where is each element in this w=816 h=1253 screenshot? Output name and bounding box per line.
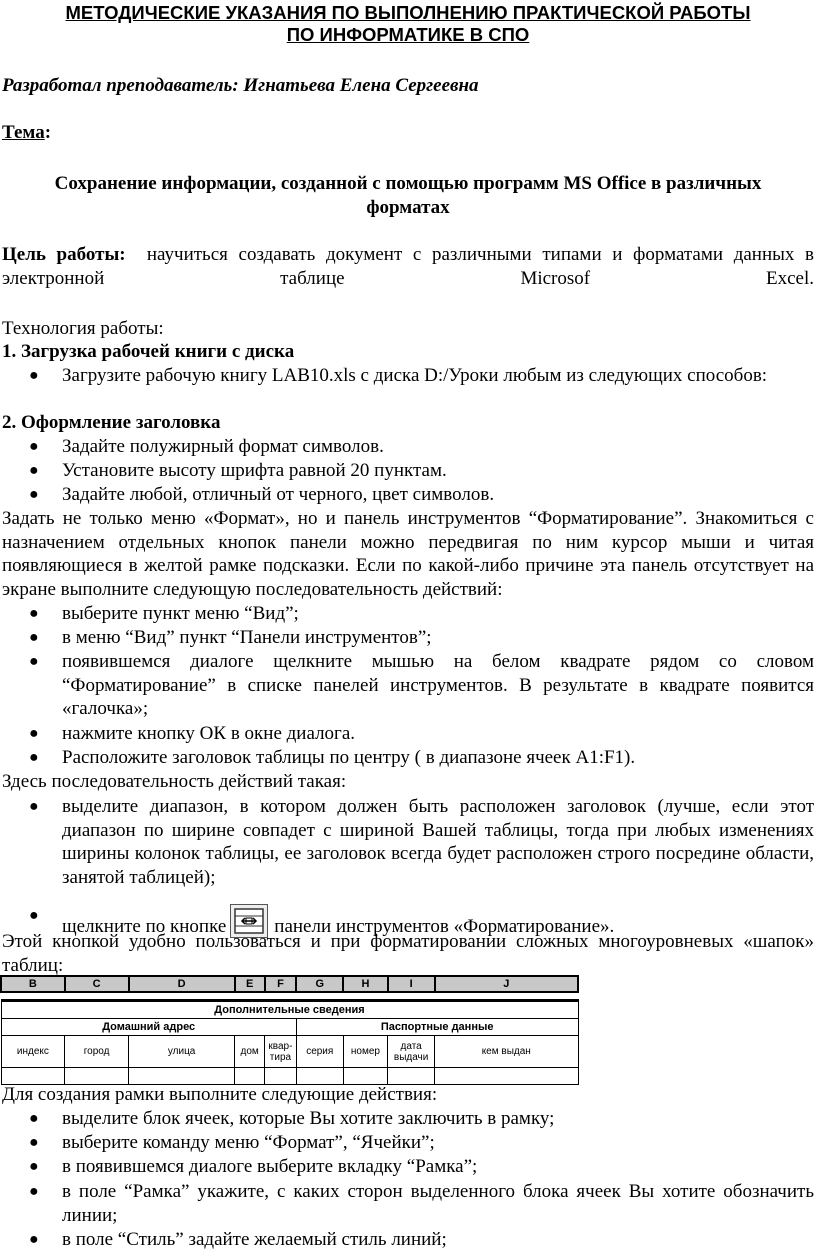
- list-item-text: Установите высоту шрифта равной 20 пунктам.: [62, 460, 447, 481]
- list-item-text: в меню “Вид” пункт “Панели инструментов”;: [62, 627, 432, 648]
- section1-heading: 1. Загрузка рабочей книги с диска: [2, 341, 295, 362]
- click-step-after: панели инструментов «Форматирование».: [274, 916, 615, 937]
- sub-cell: квар-тира: [265, 1036, 297, 1068]
- empty-cell: [296, 1068, 343, 1085]
- bullet-icon: ●: [29, 629, 39, 646]
- column-header: E: [235, 976, 265, 992]
- column-header-row: [1, 976, 578, 992]
- sub-cell: индекс: [1, 1036, 65, 1068]
- doc-title-line1: МЕТОДИЧЕСКИЕ УКАЗАНИЯ ПО ВЫПОЛНЕНИЮ ПРАКТИЧЕСКОЙ РАБОТЫ: [65, 2, 751, 23]
- bullet-icon: ●: [29, 462, 39, 479]
- goal-text: научиться создавать документ с различными типами и форматами данных в электронной таблице Microsof Excel.: [2, 244, 814, 289]
- paragraph-formatting: Задать не только меню «Формат», но и панель инструментов “Форматирование”. Знакомиться с назначением отдельных кнопок панели можно передвигая по ним курсор мыши и читая появляющиеся в желтой рамке подсказки. Если по какой-либо причине эта панель отсутствует на экране выполните следующую последовательность действий:: [2, 508, 814, 600]
- column-header: H: [343, 976, 388, 992]
- table-row: [1, 1036, 578, 1068]
- empty-cell: [235, 1068, 265, 1085]
- theme-heading: [2, 121, 816, 145]
- tech-label: Технология работы:: [2, 318, 164, 339]
- empty-cell: [343, 1068, 388, 1085]
- bullet-icon: ●: [29, 653, 39, 670]
- merged-header-cell: Дополнительные сведения: [1, 1001, 578, 1019]
- empty-cell: [435, 1068, 579, 1085]
- bullet-icon: ●: [29, 486, 39, 503]
- sub-cell: дата выдачи: [388, 1036, 435, 1068]
- sub-cell: дом: [235, 1036, 265, 1068]
- bullet-icon: ●: [29, 907, 39, 924]
- empty-cell: [265, 1068, 297, 1085]
- bullet-icon: ●: [29, 1158, 39, 1175]
- paragraph-headers: Этой кнопкой удобно пользоваться и при форматировании сложных многоуровневых «шапок» таблиц:: [2, 931, 814, 976]
- section2-heading: 2. Оформление заголовка: [2, 412, 221, 433]
- bullet-icon: ●: [29, 438, 39, 455]
- paragraph-border: Для создания рамки выполните следующие действия:: [2, 1084, 438, 1105]
- theme-text: Сохранение информации, созданной с помощью программ MS Office в различных форматах: [54, 173, 762, 218]
- goal-label: Цель работы:: [2, 244, 126, 265]
- bullet-icon: ●: [29, 1183, 39, 1200]
- list-item-text: Задайте полужирный формат символов.: [62, 436, 384, 457]
- empty-cell: [129, 1068, 235, 1085]
- sub-cell: номер: [343, 1036, 388, 1068]
- list-item-text: Загрузите рабочую книгу LAB10.xls с диска D:/Уроки любым из следующих способов:: [62, 365, 768, 386]
- list-item-text: появившемся диалоге щелкните мышью на белом квадрате рядом со словом “Форматирование” в списке панелей инструментов. В результате в квадрате появится «галочка»;: [62, 651, 814, 719]
- column-header: G: [296, 976, 343, 992]
- table-row: [1, 1068, 578, 1085]
- author-line: Разработал преподаватель: Игнатьева Елена Сергеевна: [2, 75, 479, 96]
- bullet-icon: ●: [29, 605, 39, 622]
- list-item-text: Задайте любой, отличный от черного, цвет символов.: [62, 484, 495, 505]
- group-cell-passport: Паспортные данные: [296, 1019, 578, 1036]
- list-item-text: в появившемся диалоге выберите вкладку “Рамка”;: [62, 1156, 478, 1177]
- bullet-icon: ●: [29, 367, 39, 384]
- paragraph-sequence: Здесь последовательность действий такая:: [2, 771, 347, 792]
- goal-paragraph: [2, 243, 814, 290]
- sub-cell: серия: [296, 1036, 343, 1068]
- list-item-text: Расположите заголовок таблицы по центру ( в диапазоне ячеек А1:F1).: [62, 747, 636, 768]
- theme-colon: :: [44, 122, 52, 143]
- sub-cell: кем выдан: [435, 1036, 579, 1068]
- list-item-text: выберите пункт меню “Вид”;: [62, 603, 299, 624]
- empty-cell: [1, 1068, 65, 1085]
- column-header: C: [65, 976, 129, 992]
- bullet-icon: ●: [29, 725, 39, 742]
- column-header: F: [265, 976, 297, 992]
- bullet-icon: ●: [29, 1134, 39, 1151]
- bullet-icon: ●: [29, 1110, 39, 1127]
- sub-cell: город: [65, 1036, 129, 1068]
- doc-title-line2: ПО ИНФОРМАТИКЕ В СПО: [286, 24, 530, 45]
- group-cell-address: Домашний адрес: [1, 1019, 296, 1036]
- column-header: I: [388, 976, 435, 992]
- column-header: J: [435, 976, 579, 992]
- empty-cell: [65, 1068, 129, 1085]
- list-item-text: в поле “Рамка” укажите, с каких сторон выделенного блока ячеек Вы хотите обозначить линии;: [62, 1181, 814, 1226]
- bullet-icon: ●: [29, 749, 39, 766]
- bullet-icon: ●: [29, 798, 39, 815]
- theme-label: Тема: [2, 122, 45, 143]
- table-row: [1, 1019, 578, 1036]
- click-step-before: щелкните по кнопке: [62, 916, 227, 937]
- sub-cell: улица: [129, 1036, 235, 1068]
- blank-cell: [1, 992, 578, 1001]
- list-item-text: выберите команду меню “Формат”, “Ячейки”;: [62, 1132, 435, 1153]
- list-item-text: нажмите кнопку ОК в окне диалога.: [62, 723, 356, 744]
- bullet-icon: ●: [29, 1231, 39, 1248]
- list-item-text: в поле “Стиль” задайте желаемый стиль линий;: [62, 1229, 447, 1250]
- blank-row: [1, 992, 578, 1001]
- column-header: B: [1, 976, 65, 992]
- column-header: D: [129, 976, 235, 992]
- list-item-text: выделите диапазон, в котором должен быть расположен заголовок (лучше, если этот диапазон по ширине совпадет с шириной Вашей таблицы, тогда при любых изменениях ширины колонок таблицы, ее заголовок всегда будет расположен строго посредине области, занятой таблицей);: [62, 796, 814, 888]
- empty-cell: [388, 1068, 435, 1085]
- excel-header-example: [0, 975, 579, 1085]
- list-item-text: выделите блок ячеек, которые Вы хотите заключить в рамку;: [62, 1108, 555, 1129]
- table-row: [1, 1001, 578, 1019]
